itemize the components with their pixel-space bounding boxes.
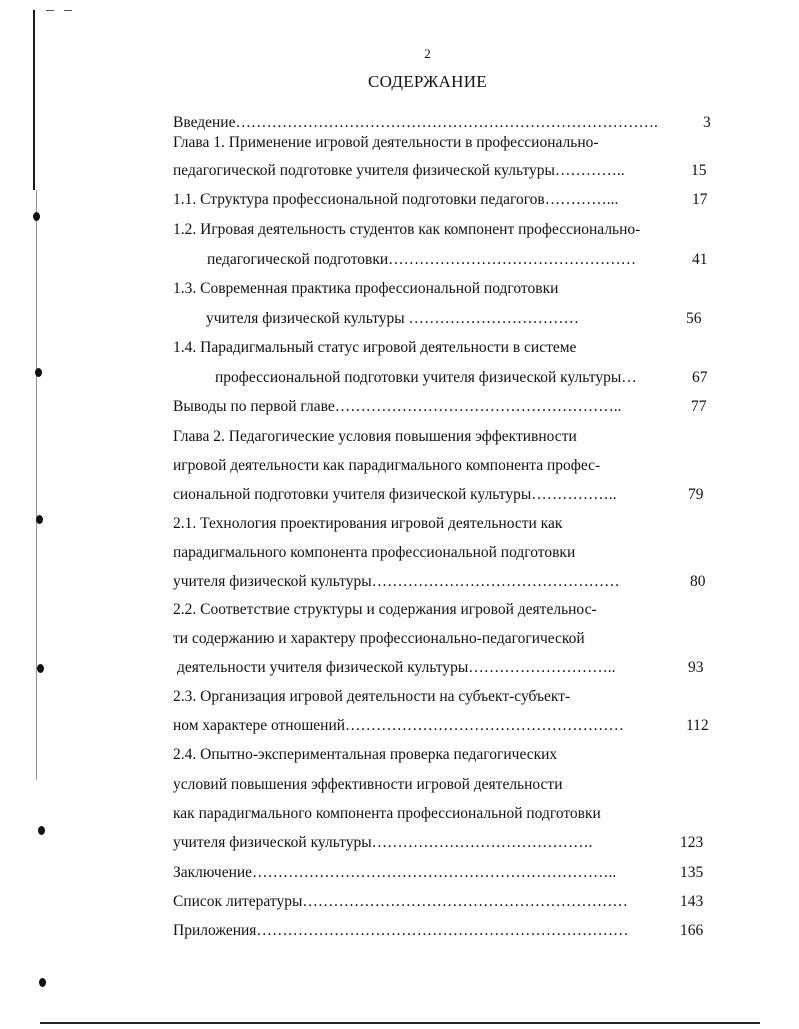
scan-mark <box>64 10 72 11</box>
binding-hole-mark <box>39 978 46 987</box>
toc-line: ти содержанию и характеру профессионально-педагогической <box>173 630 585 647</box>
toc-line: 1.4. Парадигмальный статус игровой деятельности в системе <box>173 339 577 356</box>
toc-line: Глава 1. Применение игровой деятельности в профессионально- <box>173 134 599 151</box>
toc-line: 1.3. Современная практика профессиональной подготовки <box>173 280 559 297</box>
toc-line: Заключение…………………………………………………………….. <box>173 864 617 881</box>
toc-line: педагогической подготовке учителя физической культуры………….. <box>173 162 625 179</box>
toc-line: 1.2. Игровая деятельность студентов как компонент профессионально- <box>173 221 641 238</box>
toc-line: 2.4. Опытно-экспериментальная проверка педагогических <box>173 746 558 763</box>
toc-line: 2.2. Соответствие структуры и содержания игровой деятельнос- <box>173 601 597 618</box>
toc-page-number: 93 <box>688 659 704 676</box>
toc-page-number: 166 <box>680 922 704 939</box>
binding-hole-mark <box>35 368 42 377</box>
toc-line: Выводы по первой главе……………………………………………….. <box>173 398 622 415</box>
toc-line: учителя физической культуры……………………………………. <box>173 834 593 851</box>
toc-page-number: 17 <box>692 191 708 208</box>
binding-hole-mark <box>38 826 45 835</box>
toc-line: 2.3. Организация игровой деятельности на субъект-субъект- <box>173 688 571 705</box>
scan-bottom-edge <box>40 1022 760 1024</box>
scan-margin-line-faint <box>36 190 37 780</box>
toc-page-number: 80 <box>690 573 706 590</box>
toc-page-number: 79 <box>688 486 704 503</box>
toc-page-number: 135 <box>680 864 704 881</box>
toc-page-number: 41 <box>692 251 708 268</box>
toc-line: Глава 2. Педагогические условия повышения эффективности <box>173 428 577 445</box>
toc-line: Приложения……………………………………………………………… <box>173 922 629 939</box>
toc-line: Введение………………………………………………………………………. <box>173 114 658 131</box>
toc-line: 1.1. Структура профессиональной подготовки педагогов…………... <box>173 191 619 208</box>
toc-page-number: 123 <box>680 834 704 851</box>
toc-line: парадигмального компонента профессиональной подготовки <box>173 544 576 561</box>
binding-hole-mark <box>33 212 40 221</box>
scan-mark <box>46 10 54 11</box>
toc-page-number: 3 <box>703 114 711 131</box>
toc-line: деятельности учителя физической культуры……………………….. <box>177 659 616 676</box>
toc-line: учителя физической культуры …………………………… <box>206 310 580 327</box>
toc-page-number: 67 <box>692 369 708 386</box>
binding-hole-mark <box>37 664 44 673</box>
scan-margin-line <box>33 10 35 190</box>
toc-line: педагогической подготовки………………………………………… <box>207 251 637 268</box>
toc-page-number: 112 <box>686 717 709 734</box>
page-title: СОДЕРЖАНИЕ <box>367 72 488 91</box>
toc-line: как парадигмального компонента профессиональной подготовки <box>173 805 601 822</box>
toc-line: условий повышения эффективности игровой деятельности <box>173 776 563 793</box>
toc-line: сиональной подготовки учителя физической культуры…………….. <box>173 486 617 503</box>
toc-line: 2.1. Технология проектирования игровой деятельности как <box>173 515 563 532</box>
toc-page-number: 15 <box>691 162 707 179</box>
toc-line: учителя физической культуры………………………………………… <box>173 573 620 590</box>
page-number: 2 <box>424 46 431 61</box>
toc-page-number: 77 <box>691 398 707 415</box>
toc-line: ном характере отношений……………………………………………… <box>173 717 625 734</box>
binding-hole-mark <box>36 515 43 524</box>
toc-line: игровой деятельности как парадигмального компонента профес- <box>173 457 601 474</box>
toc-line: профессиональной подготовки учителя физической культуры… <box>215 369 637 386</box>
toc-page-number: 56 <box>686 310 702 327</box>
toc-page-number: 143 <box>680 893 704 910</box>
toc-line: Список литературы……………………………………………………… <box>173 893 628 910</box>
